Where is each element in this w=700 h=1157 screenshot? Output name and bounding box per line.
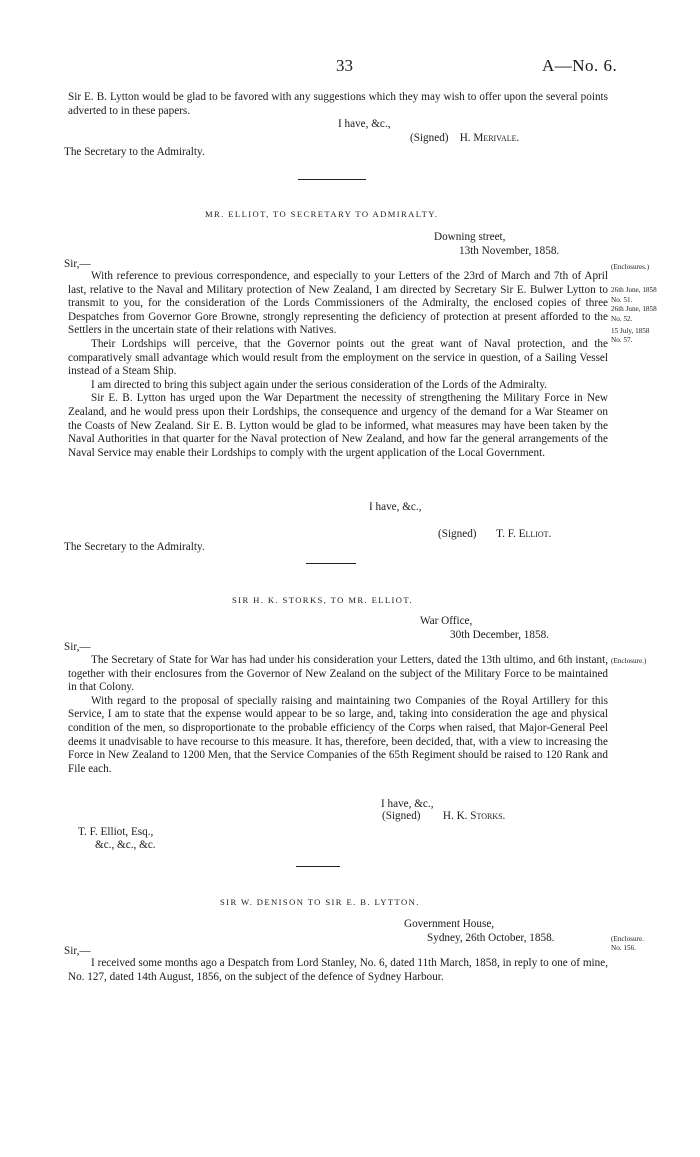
signatory: H. K. Storks.	[442, 810, 506, 822]
letter2-address-line2: 30th December, 1858.	[450, 629, 549, 641]
letter2-addressee-line2: &c., &c., &c.	[95, 839, 156, 851]
signatory: T. F. Elliot.	[496, 528, 552, 540]
letter1-body	[68, 270, 608, 460]
intro-addressee: The Secretary to the Admiralty.	[64, 146, 205, 158]
letter2-closing: I have, &c.,	[381, 798, 434, 810]
margin-note: (Enclosure.)	[611, 657, 647, 665]
letter2-address-line1: War Office,	[420, 615, 473, 627]
page-number: 33	[336, 56, 353, 75]
margin-note: 15 July, 1858	[611, 327, 650, 336]
intro-signature	[410, 131, 519, 145]
letter1-margin-notes	[611, 263, 671, 346]
letter1-paragraph: Their Lordships will perceive, that the Governor points out the great want of Naval protection, and the comparatively small advantage which would result from the employment on the service in question, of a Sailing Vessel instead of a Steam Ship.	[68, 337, 608, 378]
letter2-body	[68, 654, 608, 776]
letter2-salutation: Sir,—	[64, 641, 91, 653]
letter3-address-line2: Sydney, 26th October, 1858.	[427, 932, 555, 944]
letter1-address-line1: Downing street,	[434, 231, 506, 243]
letter1-closing: I have, &c.,	[369, 501, 422, 513]
margin-note: 26th June, 1858	[611, 286, 657, 295]
letter2-paragraph: With regard to the proposal of specially raising and maintaining two Companies of the Royal Artillery for this Service, I am to state that the expense would appear to be so large, and, taking into consideration the age and physical condition of the men, so disproportionate to the probable efficiency of the Corps when raised, that Major-General Peel deems it unadvisable to have recourse to this measure. It has, therefore, been decided, that, with a view to increasing the Force in New Zealand to 1200 Men, that the Service Companies of the 65th Regiment should be raised to 120 Rank and File each.	[68, 694, 608, 775]
letter1-paragraph: With reference to previous correspondence, and especially to your Letters of the 23rd of March and 7th of April last, relative to the Naval and Military protection of New Zealand, I am directed by Secretary Sir E. Bulwer Lytton to transmit to you, for the consideration of the Lords Commissioners of the Admiralty, the enclosed copies of three Despatches from Governor Gore Browne, strongly representing the deficiency of protection at present afforded to the Settlers in the uncertain state of their relations with Natives.	[68, 270, 608, 337]
letter2-signature	[382, 809, 505, 823]
section-divider	[298, 179, 366, 180]
letter1-signature	[438, 527, 551, 541]
letter1-heading: MR. ELLIOT, TO SECRETARY TO ADMIRALTY.	[205, 209, 439, 219]
letter3-paragraph: I received some months ago a Despatch from Lord Stanley, No. 6, dated 11th March, 1858, in reply to one of mine, No. 127, dated 14th August, 1856, on the subject of the defence of Sydney Harbour.	[68, 957, 608, 983]
signed-label: (Signed)	[410, 132, 449, 144]
letter3-body	[68, 957, 608, 984]
letter1-paragraph: I am directed to bring this subject again under the serious consideration of the Lords of the Admiralty.	[91, 378, 547, 391]
margin-note: No. 156.	[611, 944, 636, 953]
letter2-heading: SIR H. K. STORKS, TO MR. ELLIOT.	[232, 595, 413, 605]
section-divider	[306, 563, 356, 564]
margin-note: (Enclosures.)	[611, 263, 650, 271]
page-reference: A—No. 6.	[542, 56, 618, 75]
margin-note: No. 51.	[611, 295, 633, 304]
letter1-addressee: The Secretary to the Admiralty.	[64, 541, 205, 553]
letter3-margin-notes	[611, 935, 671, 954]
letter3-salutation: Sir,—	[64, 945, 91, 957]
margin-note: No. 52.	[611, 314, 633, 323]
letter2-paragraph: The Secretary of State for War has had under his consideration your Letters, dated the 13th ultimo, and 6th instant, together with their enclosures from the Governor of New Zealand on the subject of the Military Force to be maintained in that Colony.	[68, 654, 608, 694]
margin-note: (Enclosure.	[611, 935, 644, 943]
signatory: H. Merivale.	[459, 132, 520, 144]
margin-note: 26th June, 1858	[611, 305, 657, 314]
signed-label: (Signed)	[382, 810, 421, 822]
letter1-paragraph: Sir E. B. Lytton has urged upon the War Department the necessity of strengthening the Military Force in New Zealand, and he would press upon their Lordships, the consequence and urgency of the demand for a War Steamer on the Coasts of New Zealand. Sir E. B. Lytton would be glad to be informed, what measures may have been taken by the Naval Authorities in that quarter for the Naval protection of New Zealand, and how far the general arrangements of the Naval Service may enable their Lordships to comply with the urgent application of the Local Government.	[68, 392, 608, 459]
letter3-address-line1: Government House,	[404, 918, 495, 930]
intro-paragraph: Sir E. B. Lytton would be glad to be favored with any suggestions which they may wish to offer upon the several points adverted to in these papers.	[68, 91, 608, 117]
letter2-addressee-line1: T. F. Elliot, Esq.,	[78, 826, 154, 838]
margin-note: No. 57.	[611, 336, 633, 345]
letter3-heading: SIR W. DENISON TO SIR E. B. LYTTON.	[220, 897, 420, 907]
letter1-salutation: Sir,—	[64, 258, 91, 270]
letter1-address-line2: 13th November, 1858.	[459, 245, 560, 257]
intro-closing: I have, &c.,	[338, 118, 391, 130]
signed-label: (Signed)	[438, 528, 477, 540]
section-divider	[296, 866, 340, 867]
letter2-margin-notes	[611, 657, 671, 666]
